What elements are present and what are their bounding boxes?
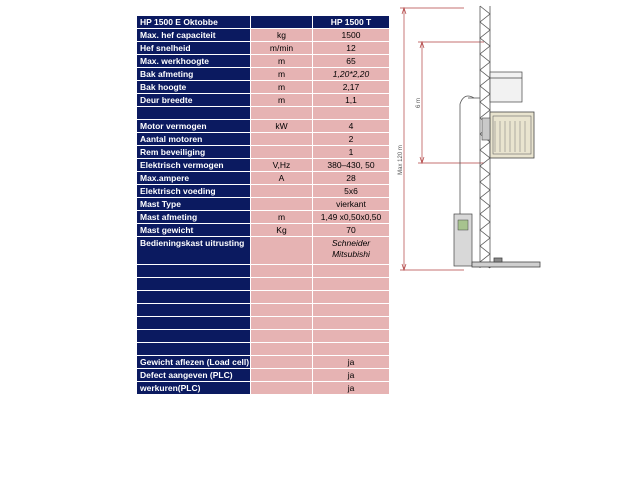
row-unit — [251, 237, 313, 265]
row-value: 4 — [313, 120, 390, 133]
control-box — [454, 214, 472, 266]
spec-table — [136, 15, 390, 395]
row-label: Motor vermogen — [137, 120, 251, 133]
row-unit: m — [251, 81, 313, 94]
row-value: 70 — [313, 224, 390, 237]
row-label — [137, 107, 251, 120]
row-unit: Kg — [251, 224, 313, 237]
mast-head — [490, 72, 522, 102]
table-row — [137, 94, 390, 107]
table-row — [137, 172, 390, 185]
row-value: 1,1 — [313, 94, 390, 107]
row-label: Max. hef capaciteit — [137, 29, 251, 42]
row-unit — [251, 369, 313, 382]
row-label: Mast afmeting — [137, 211, 251, 224]
table-title: HP 1500 E Oktobbe — [137, 16, 251, 29]
row-value: 28 — [313, 172, 390, 185]
row-label: Rem beveiliging — [137, 146, 251, 159]
row-unit — [251, 278, 313, 291]
row-value — [313, 330, 390, 343]
row-label — [137, 278, 251, 291]
row-label: Aantal motoren — [137, 133, 251, 146]
row-value: ja — [313, 369, 390, 382]
table-row — [137, 29, 390, 42]
table-header-row — [137, 16, 390, 29]
table-row — [137, 382, 390, 395]
row-value: 1500 — [313, 29, 390, 42]
row-unit: m — [251, 68, 313, 81]
row-label: Bedieningskast uitrusting — [137, 237, 251, 265]
row-label: Bak hoogte — [137, 81, 251, 94]
row-label — [137, 265, 251, 278]
row-unit — [251, 343, 313, 356]
table-row — [137, 55, 390, 68]
row-label: Mast Type — [137, 198, 251, 211]
row-value: vierkant — [313, 198, 390, 211]
row-unit: m/min — [251, 42, 313, 55]
table-row — [137, 343, 390, 356]
row-value: ja — [313, 382, 390, 395]
row-unit — [251, 198, 313, 211]
row-label: Gewicht aflezen (Load cell) — [137, 356, 251, 369]
table-row — [137, 185, 390, 198]
table-row — [137, 42, 390, 55]
row-label — [137, 343, 251, 356]
table-row — [137, 265, 390, 278]
row-label: Max.ampere — [137, 172, 251, 185]
row-unit — [251, 382, 313, 395]
row-value: 1 — [313, 146, 390, 159]
row-unit — [251, 356, 313, 369]
table-row — [137, 159, 390, 172]
row-unit — [251, 317, 313, 330]
table-row — [137, 68, 390, 81]
table-row — [137, 278, 390, 291]
dimension-cage-height — [418, 42, 484, 163]
row-value — [313, 343, 390, 356]
row-value: 1,49 x0,50x0,50 — [313, 211, 390, 224]
row-label — [137, 317, 251, 330]
table-row — [137, 81, 390, 94]
table-row — [137, 330, 390, 343]
row-label: Bak afmeting — [137, 68, 251, 81]
row-unit: V,Hz — [251, 159, 313, 172]
row-value — [313, 317, 390, 330]
row-value: 65 — [313, 55, 390, 68]
row-value: 12 — [313, 42, 390, 55]
table-row — [137, 356, 390, 369]
row-unit — [251, 107, 313, 120]
row-unit — [251, 146, 313, 159]
row-unit — [251, 265, 313, 278]
row-unit: A — [251, 172, 313, 185]
model-header: HP 1500 T — [313, 16, 390, 29]
row-value: 1,20*2,20 — [313, 68, 390, 81]
row-value — [313, 237, 390, 265]
row-label: Hef snelheid — [137, 42, 251, 55]
row-value-line1: Schneider — [331, 238, 371, 248]
row-label: Elektrisch voeding — [137, 185, 251, 198]
row-label — [137, 291, 251, 304]
row-unit: m — [251, 211, 313, 224]
row-label: Elektrisch vermogen — [137, 159, 251, 172]
row-unit — [251, 291, 313, 304]
table-row — [137, 224, 390, 237]
cage-raised — [482, 112, 534, 158]
table-row — [137, 198, 390, 211]
hoist-drawing — [394, 0, 554, 290]
table-row — [137, 133, 390, 146]
dimension-cage-label: 6 m — [416, 97, 422, 109]
table-row — [137, 107, 390, 120]
row-value — [313, 107, 390, 120]
row-unit: kg — [251, 29, 313, 42]
table-row — [137, 237, 390, 265]
table-row — [137, 120, 390, 133]
row-value: ja — [313, 356, 390, 369]
row-value-line2: Mitsubishi — [332, 249, 370, 259]
row-unit: m — [251, 55, 313, 68]
base — [472, 258, 540, 267]
row-value — [313, 265, 390, 278]
row-value — [313, 291, 390, 304]
row-value: 380–430, 50 — [313, 159, 390, 172]
row-label: Max. werkhoogte — [137, 55, 251, 68]
row-label — [137, 330, 251, 343]
table-row — [137, 369, 390, 382]
row-label: Mast gewicht — [137, 224, 251, 237]
table-row — [137, 291, 390, 304]
row-value — [313, 304, 390, 317]
table-row — [137, 317, 390, 330]
row-unit — [251, 133, 313, 146]
row-unit: m — [251, 94, 313, 107]
row-unit: kW — [251, 120, 313, 133]
row-unit — [251, 185, 313, 198]
row-value: 2 — [313, 133, 390, 146]
unit-header — [251, 16, 313, 29]
table-row — [137, 304, 390, 317]
row-label: werkuren(PLC) — [137, 382, 251, 395]
dimension-total-label: Max 120 m — [398, 145, 404, 175]
row-unit — [251, 330, 313, 343]
row-value — [313, 278, 390, 291]
row-value: 2,17 — [313, 81, 390, 94]
row-label — [137, 304, 251, 317]
table-row — [137, 146, 390, 159]
table-row — [137, 211, 390, 224]
row-value: 5x6 — [313, 185, 390, 198]
row-label: Deur breedte — [137, 94, 251, 107]
row-label: Defect aangeven (PLC) — [137, 369, 251, 382]
row-unit — [251, 304, 313, 317]
